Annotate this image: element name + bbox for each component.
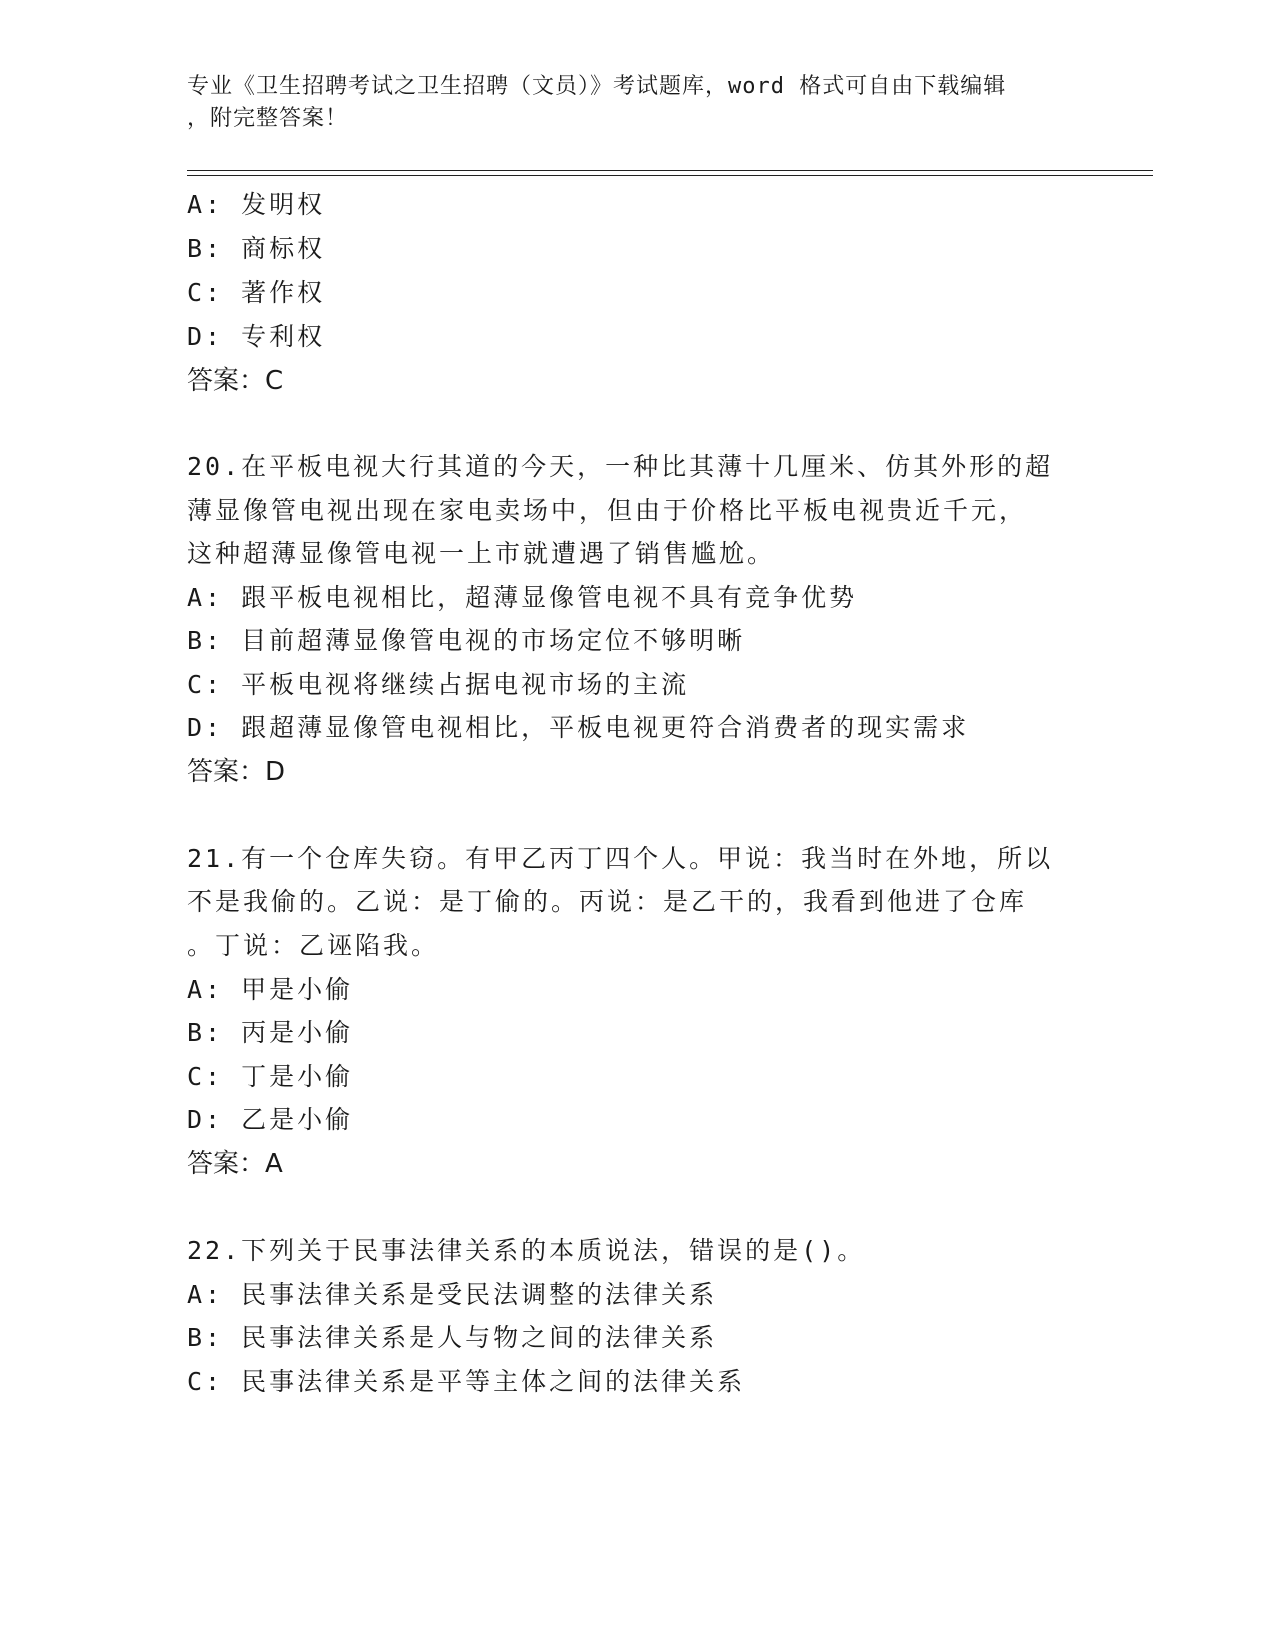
q20-option-d: D: 跟超薄显像管电视相比，平板电视更符合消费者的现实需求 [187,713,970,742]
q21-option-b: B: 丙是小偷 [187,1018,354,1047]
q20-stem-line-3: 这种超薄显像管电视一上市就遭遇了销售尴尬。 [187,539,776,568]
q22-stem-line-1: 22.下列关于民事法律关系的本质说法，错误的是()。 [187,1236,866,1265]
q19-option-a: A: 发明权 [187,190,326,219]
q20-option-c: C: 平板电视将继续占据电视市场的主流 [187,670,690,699]
q21-option-d: D: 乙是小偷 [187,1105,354,1134]
doc-header-line-1: 专业《卫生招聘考试之卫生招聘（文员）》考试题库，word 格式可自由下载编辑 [187,74,1007,99]
q19-option-d: D: 专利权 [187,322,326,351]
q19-answer: 答案：C [187,366,284,396]
q21-stem-line-2: 不是我偷的。乙说：是丁偷的。丙说：是乙干的，我看到他进了仓库 [187,887,1028,916]
q19-option-c: C: 著作权 [187,278,326,307]
q21-stem-line-3: 。丁说：乙诬陷我。 [187,931,440,960]
q21-option-a: A: 甲是小偷 [187,975,354,1004]
header-rule-bottom [187,175,1153,176]
q20-stem-line-1: 20.在平板电视大行其道的今天，一种比其薄十几厘米、仿其外形的超 [187,452,1054,481]
q21-answer: 答案：A [187,1149,283,1179]
doc-header-line-2: ，附完整答案！ [187,106,349,131]
q19-option-b: B: 商标权 [187,234,326,263]
q22-option-a: A: 民事法律关系是受民法调整的法律关系 [187,1280,718,1309]
q22-option-b: B: 民事法律关系是人与物之间的法律关系 [187,1323,718,1352]
q20-option-b: B: 目前超薄显像管电视的市场定位不够明晰 [187,626,746,655]
q21-option-c: C: 丁是小偷 [187,1062,354,1091]
q22-option-c: C: 民事法律关系是平等主体之间的法律关系 [187,1367,746,1396]
header-rule-top [187,170,1153,171]
q21-stem-line-1: 21.有一个仓库失窃。有甲乙丙丁四个人。甲说：我当时在外地，所以 [187,844,1054,873]
q20-answer: 答案：D [187,757,286,787]
q20-stem-line-2: 薄显像管电视出现在家电卖场中，但由于价格比平板电视贵近千元， [187,496,1028,525]
q20-option-a: A: 跟平板电视相比，超薄显像管电视不具有竞争优势 [187,583,858,612]
